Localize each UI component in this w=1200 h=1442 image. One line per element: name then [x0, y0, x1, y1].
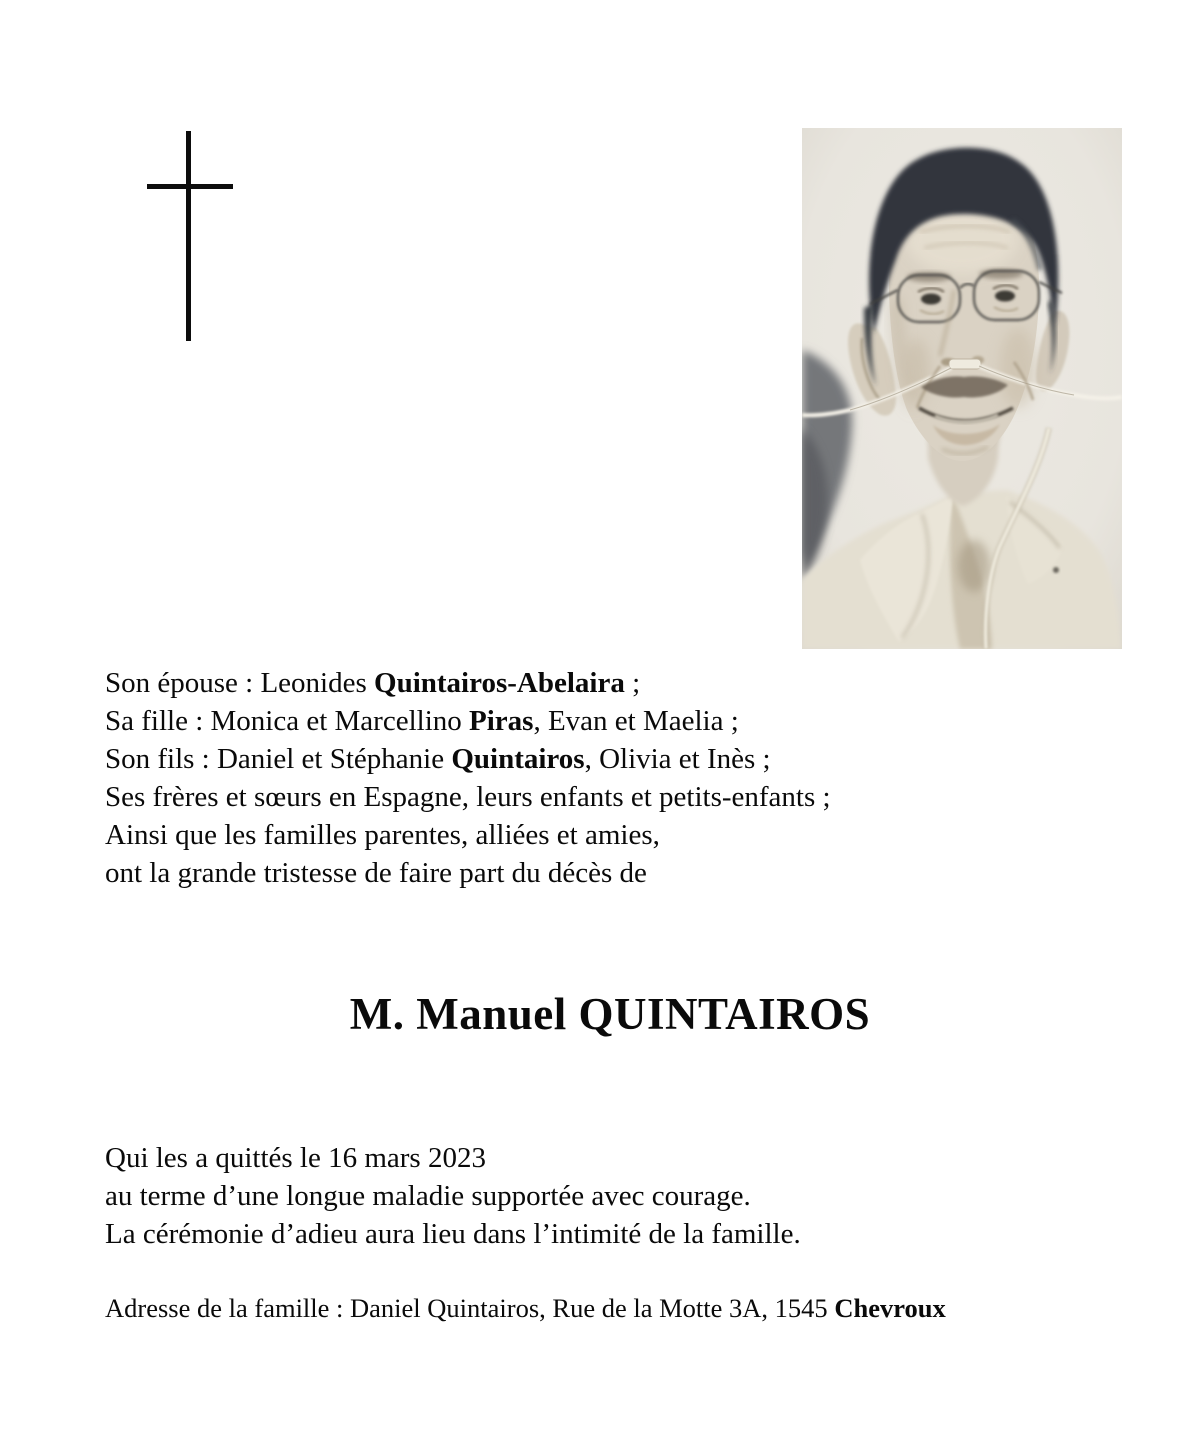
- details-line-illness: au terme d’une longue maladie supportée avec courage.: [105, 1180, 751, 1212]
- family-line-relatives: [105, 816, 831, 854]
- text-run: Sa fille : Monica et Marcellino: [105, 705, 470, 737]
- text-run-bold: Piras: [469, 705, 534, 737]
- portrait-photo-image: [802, 128, 1122, 649]
- family-line-spouse: [105, 664, 831, 702]
- family-line-siblings: [105, 778, 831, 816]
- text-run: Adresse de la famille : Daniel Quintairos, Rue de la Motte 3A, 1545: [105, 1293, 835, 1323]
- text-run: , Evan et Maelia ;: [533, 705, 739, 737]
- text-run: ;: [624, 667, 641, 699]
- details-line-date: Qui les a quittés le 16 mars 2023: [105, 1142, 486, 1174]
- text-run: , Olivia et Inès ;: [584, 743, 771, 775]
- family-line-announce: [105, 854, 831, 892]
- deceased-name: M. Manuel QUINTAIROS: [349, 989, 871, 1039]
- family-list: [105, 664, 831, 892]
- text-run: Son fils : Daniel et Stéphanie: [105, 743, 452, 775]
- family-line-son: [105, 740, 831, 778]
- text-run-bold: Chevroux: [834, 1293, 946, 1323]
- cross-vertical-bar: [186, 131, 191, 341]
- family-address: [105, 1291, 946, 1325]
- text-run: Ses frères et sœurs en Espagne, leurs enfants et petits-enfants ;: [105, 781, 831, 813]
- text-run: Son épouse : Leonides: [105, 667, 375, 699]
- cross-horizontal-bar: [147, 184, 233, 189]
- text-run: Ainsi que les familles parentes, alliées et amies,: [105, 819, 660, 851]
- details-line-ceremony: La cérémonie d’adieu aura lieu dans l’intimité de la famille.: [105, 1218, 801, 1250]
- portrait-photo: [802, 128, 1122, 649]
- death-details: [105, 1139, 801, 1253]
- family-line-daughter: [105, 702, 831, 740]
- text-run: ont la grande tristesse de faire part du décès de: [105, 857, 647, 889]
- text-run-bold: Quintairos: [451, 743, 585, 775]
- text-run-bold: Quintairos-Abelaira: [374, 667, 625, 699]
